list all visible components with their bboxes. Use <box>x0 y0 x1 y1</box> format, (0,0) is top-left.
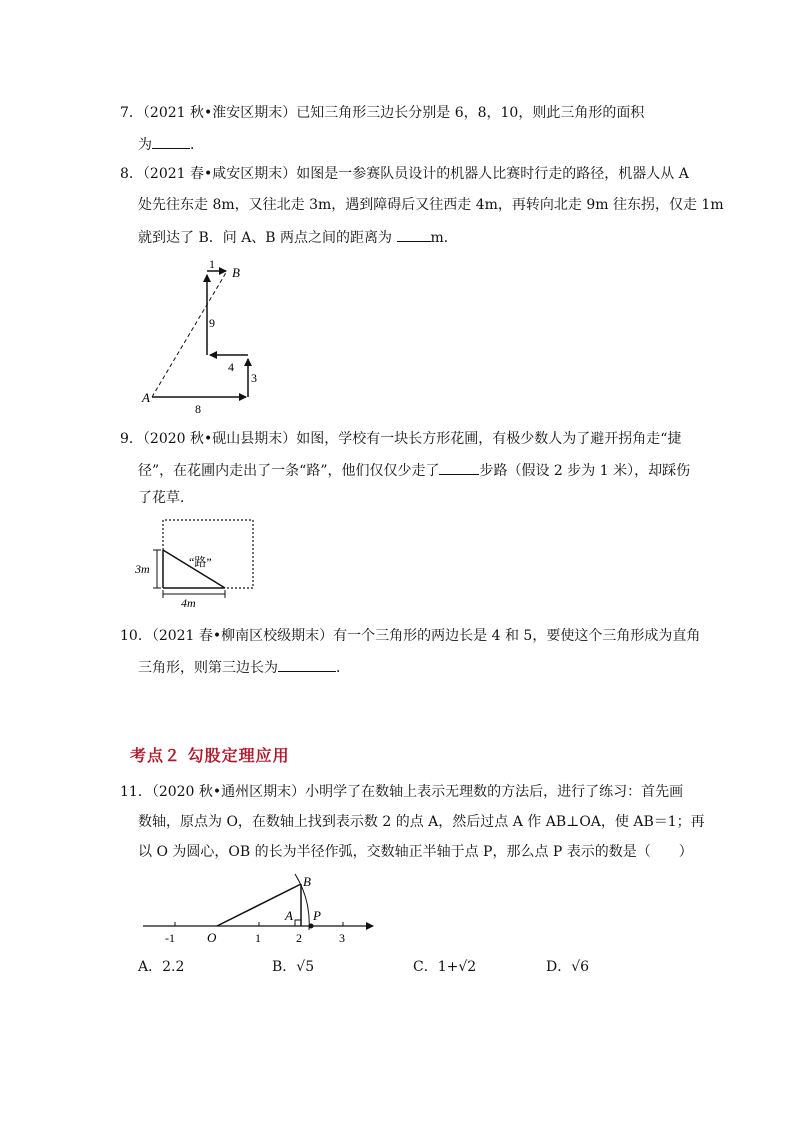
q10-line2-post: ． <box>336 660 350 676</box>
q11-choice-a-label: A． <box>138 959 163 975</box>
q9-road-label: “路” <box>189 555 212 569</box>
q11-point-P <box>309 924 314 929</box>
q11-choice-b-value: √5 <box>296 959 315 975</box>
q8-line3-pre: 就到达了 B．问 A、B 两点之间的距离为 <box>138 230 397 246</box>
q11-label-O: O <box>207 930 217 945</box>
q8-label-B: B <box>232 265 240 280</box>
q11-line3: 以 O 为圆心，OB 的长为半径作弧，交数轴正半轴于点 P，那么点 P 表示的数是（ ） <box>138 844 693 860</box>
q11-choice-c-value: 1+√2 <box>437 959 477 975</box>
q11-choice-d-label: D． <box>546 959 572 975</box>
q8-answer-blank <box>397 227 431 242</box>
q11-choice-a[interactable] <box>138 956 184 976</box>
q7-line2 <box>138 134 204 154</box>
q9-line3: 了花草． <box>138 490 194 506</box>
q11-line1: 11．（2020 秋•通州区期末）小明学了在数轴上表示无理数的方法后，进行了练习：首先画 <box>120 784 684 800</box>
q9-line2-pre: 径”，在花圃内走出了一条“路”，他们仅仅少走了 <box>138 463 440 479</box>
q10-line1: 10．（2021 春•柳南区校级期末）有一个三角形的两边长是 4 和 5，要使这个三角形成为直角 <box>120 628 701 644</box>
q9-line2 <box>138 460 690 480</box>
q11-label-P: P <box>313 908 321 923</box>
q8-line1: 8．（2021 春•咸安区期末）如图是一参赛队员设计的机器人比赛时行走的路径，机器人从 A <box>120 166 689 182</box>
q11-choice-d[interactable] <box>546 956 589 976</box>
section-title: 考点２ 勾股定理应用 <box>130 746 290 765</box>
q8-label-9: 9 <box>209 316 215 330</box>
q10-answer-blank <box>278 657 336 672</box>
q9-width-label: 4m <box>181 596 196 610</box>
q11-choice-b-label: B． <box>272 959 297 975</box>
q8-label-1: 1 <box>209 257 215 271</box>
q8-label-8: 8 <box>195 402 201 416</box>
q8-label-3: 3 <box>251 371 257 385</box>
q7-answer-blank <box>152 134 190 149</box>
q11-tick-3: 3 <box>339 931 345 945</box>
q8-path-figure <box>130 255 280 420</box>
q10-line2-pre: 三角形，则第三边长为 <box>138 660 278 676</box>
q11-tick-1: 1 <box>255 931 261 945</box>
q8-line3-post: m． <box>430 230 458 246</box>
q9-line2-post: 步路（假设 2 步为 1 米），却踩伤 <box>479 463 691 479</box>
q11-choice-c-label: C． <box>413 959 438 975</box>
q11-choice-b[interactable] <box>272 956 314 976</box>
q9-height-label: 3m <box>135 562 150 576</box>
q7-line2-post: ． <box>190 137 204 153</box>
q11-numberline-figure <box>135 866 385 946</box>
q9-flowerbed-figure <box>133 518 263 610</box>
q8-label-A: A <box>142 390 150 405</box>
q8-label-4: 4 <box>228 360 234 374</box>
q9-line1: 9．（2020 秋•砚山县期末）如图，学校有一块长方形花圃，有极少数人为了避开拐角走“捷 <box>120 431 682 447</box>
q11-right-angle-mark <box>295 920 301 926</box>
q8-line3 <box>138 227 458 247</box>
q11-choice-a-value: 2.2 <box>162 959 185 975</box>
q10-line2 <box>138 657 350 677</box>
q8-dashed-AB <box>152 271 227 397</box>
q8-line2: 处先往东走 8m，又往北走 3m，遇到障碍后又往西走 4m，再转向北走 9m 往东拐，仅走 1m <box>138 197 724 213</box>
q11-line2: 数轴，原点为 O，在数轴上找到表示数 2 的点 A，然后过点 A 作 AB⊥OA，使 AB＝1；再 <box>138 814 705 830</box>
q7-line2-pre: 为 <box>138 137 152 153</box>
q9-answer-blank <box>439 460 479 475</box>
q11-tick-2: 2 <box>296 931 302 945</box>
q11-tick-m1: -1 <box>165 931 175 945</box>
q11-choice-c[interactable] <box>413 956 476 976</box>
q7-line1: 7．（2021 秋•淮安区期末）已知三角形三边长分别是 6，8，10，则此三角形的面积 <box>120 105 645 121</box>
q11-choice-d-value: √6 <box>571 959 590 975</box>
q11-label-B: B <box>303 874 311 889</box>
q11-label-A: A <box>285 908 293 923</box>
